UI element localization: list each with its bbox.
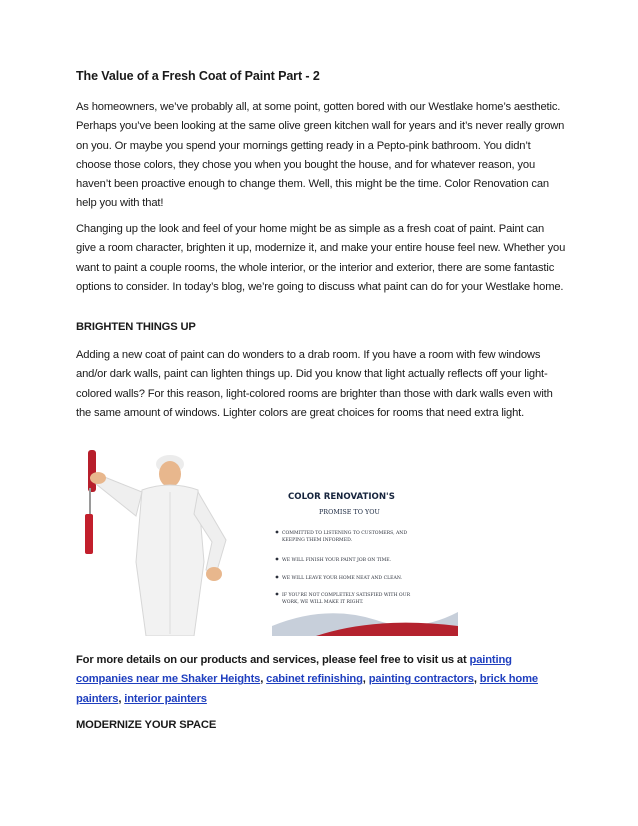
promise-item: WE WILL LEAVE YOUR HOME NEAT AND CLEAN.: [282, 576, 402, 581]
bullet-icon: [276, 576, 279, 579]
banner-subtitle: PROMISE TO YOU: [319, 508, 380, 516]
details-paragraph: For more details on our products and services, please feel free to visit us at painting companies near me Shaker Heights, cabinet refinishing, painting contractors, brick home painters, interior painters: [76, 654, 538, 705]
promise-banner-graphic: [76, 444, 458, 636]
section-heading-brighten: BRIGHTEN THINGS UP: [76, 321, 196, 333]
link-painting-companies[interactable]: painting companies near me Shaker Heights: [76, 654, 512, 686]
bullet-icon: [276, 531, 279, 534]
promise-item: COMMITTED TO LISTENING TO CUSTOMERS, AND: [282, 531, 408, 536]
brighten-paragraph: Adding a new coat of paint can do wonders to a drab room. If you have a room with few windows and/or dark walls, paint can lighten things up. Did you know that light actually reflects off your light-colored walls? For this reason, light-colored rooms are brighter than those with dark walls even with the same amount of windows. Lighter colors are great choices for rooms that need extra light.: [76, 349, 553, 419]
link-painting-contractors[interactable]: painting contractors: [368, 673, 474, 686]
section-heading-modernize: MODERNIZE YOUR SPACE: [76, 719, 217, 731]
second-paragraph: Changing up the look and feel of your home might be as simple as a fresh coat of paint. Paint can give a room character, brighten it up, modernize it, and make your entire house feel new. Whether you want to paint a couple rooms, the whole interior, or the interior and exterior, there are some fantastic options to consider. In today’s blog, we’re going to discuss what paint can do for your Westlake home.: [76, 223, 566, 293]
promise-item: WE WILL FINISH YOUR PAINT JOB ON TIME.: [282, 558, 392, 563]
document-title: The Value of a Fresh Coat of Paint Part - 2: [76, 69, 320, 83]
promise-item: IF YOU'RE NOT COMPLETELY SATISFIED WITH OUR: [282, 593, 411, 598]
link-interior-painters[interactable]: interior painters: [124, 692, 207, 705]
link-brick-home-painters[interactable]: brick home painters: [76, 673, 538, 705]
promise-item-cont: WORK, WE WILL MAKE IT RIGHT.: [282, 600, 364, 605]
promise-banner-image: [76, 444, 458, 636]
bullet-icon: [276, 558, 279, 561]
details-lead: For more details on our products and services, please feel free to visit us at: [76, 654, 467, 666]
bullet-icon: [276, 593, 279, 596]
promise-item-cont: KEEPING THEM INFORMED.: [282, 538, 353, 543]
banner-title: COLOR RENOVATION'S: [288, 492, 395, 502]
painter-illustration: [85, 450, 226, 636]
intro-paragraph: As homeowners, we’ve probably all, at some point, gotten bored with our Westlake home’s aesthetic. Perhaps you’ve been looking at the same olive green kitchen wall for years and it’s never really grown on you. Or maybe you spend your mornings getting ready in a Pepto-pink bathroom. You didn’t choose those colors, they chose you when you bought the house, and for whatever reason, you haven’t been proactive enough to change them. Well, this might be the time. Color Renovation can help you with that!: [76, 101, 565, 210]
link-cabinet-refinishing[interactable]: cabinet refinishing: [266, 673, 363, 686]
